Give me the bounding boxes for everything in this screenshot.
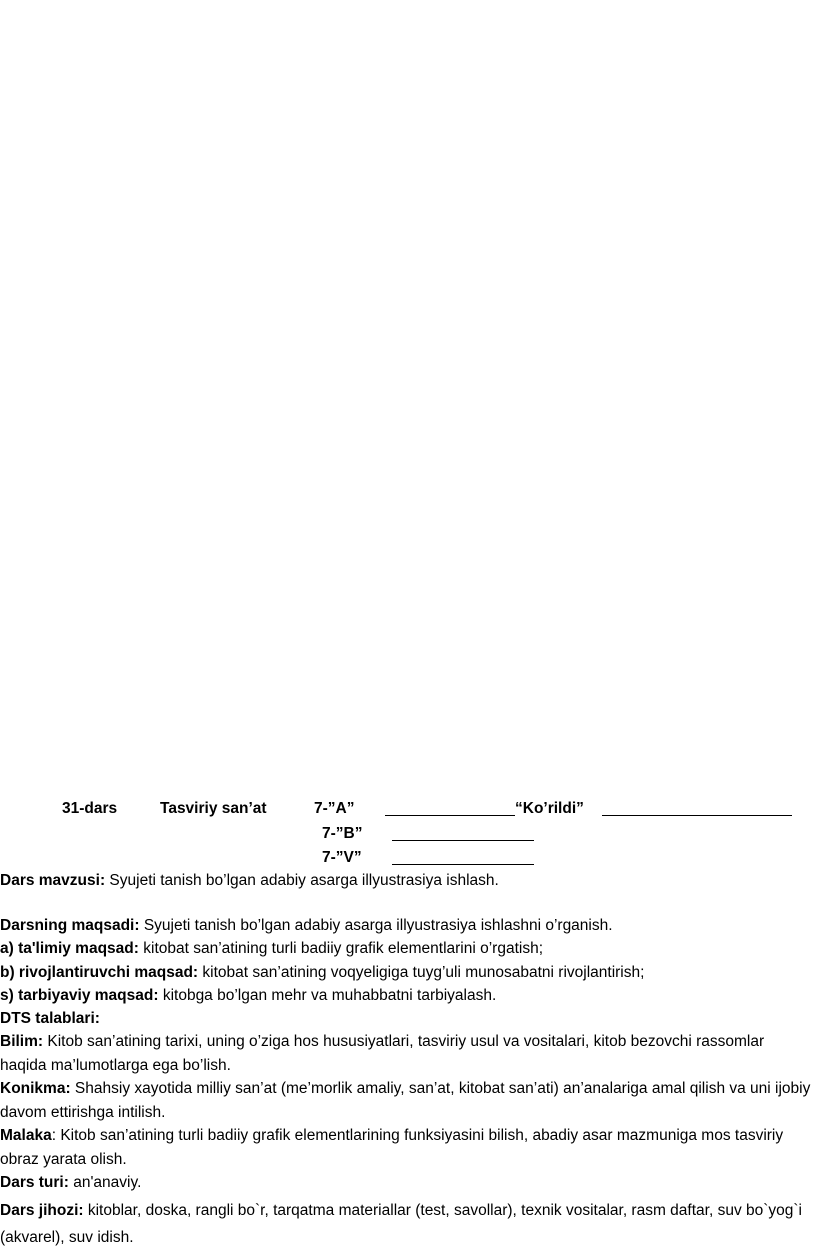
lesson-number: 31-dars [62, 800, 118, 817]
bilim-label: Bilim: [0, 1033, 44, 1050]
konikma-text: Shahsiy xayotida milliy san’at (me’morlik amaliy, san’at, kitobat san’ati) an’analariga amal qilish va uni ijobiy davom ettirishga intilish. [0, 1080, 811, 1121]
lesson-topic [0, 871, 499, 891]
goal-developmental-text: kitobat san’atining voqyeligiga tuyg’uli munosabatni rivojlantirish; [198, 964, 645, 981]
goal-label: Darsning maqsadi: [0, 917, 140, 934]
dts-heading: DTS talablari: [0, 1010, 100, 1027]
konikma-label: Konikma: [0, 1080, 71, 1097]
blank-line-b [392, 840, 534, 841]
goal-educational-text: kitobat san’atining turli badiiy grafik elementlarini o’rgatish; [138, 940, 544, 957]
malaka-paragraph [0, 1124, 812, 1171]
konikma-paragraph [0, 1077, 812, 1124]
blank-line-reviewed [602, 815, 792, 816]
bilim-text: Kitob san’atining tarixi, uning o’ziga hos hususiyatlari, tasviriy usul va vositalari, kitob bezovchi rassomlar haqida ma’lumotlarga ega bo’lish. [0, 1033, 765, 1074]
goal-educational-label: a) ta'limiy maqsad: [0, 940, 139, 957]
equipment-paragraph [0, 1197, 812, 1251]
goal-upbringing-label: s) tarbiyaviy maqsad: [0, 987, 159, 1004]
class-b: 7-”B” [322, 825, 363, 842]
equipment-label: Dars jihozi: [0, 1202, 84, 1219]
goal-upbringing [0, 986, 496, 1006]
topic-text: Syujeti tanish bo’lgan adabiy asarga illyustrasiya ishlash. [105, 872, 499, 889]
lesson-type-label: Dars turi: [0, 1174, 69, 1191]
lesson-type-text: an'anaviy. [68, 1174, 142, 1191]
class-a: 7-”A” [314, 800, 355, 817]
goal-developmental-label: b) rivojlantiruvchi maqsad: [0, 964, 199, 981]
equipment-text: kitoblar, doska, rangli bo`r, tarqatma materiallar (test, savollar), texnik vositalar, rasm daftar, suv bo`yog`i (akvarel), suv idish. [0, 1202, 803, 1246]
blank-line-v [392, 864, 534, 865]
topic-label: Dars mavzusi: [0, 872, 106, 889]
malaka-text: : Kitob san’atining turli badiiy grafik elementlarining funksiyasini bilish, abadiy asar mazmuniga mos tasviriy obraz yarata olish. [0, 1127, 784, 1168]
goal-developmental [0, 963, 644, 983]
reviewed-label: “Ko’rildi” [515, 800, 584, 817]
goal-text: Syujeti tanish bo’lgan adabiy asarga illyustrasiya ishlashni o’rganish. [139, 917, 613, 934]
lesson-goal [0, 916, 613, 936]
bilim-paragraph [0, 1030, 812, 1077]
goal-educational [0, 939, 543, 959]
malaka-label: Malaka [0, 1127, 52, 1144]
blank-line-a [385, 815, 515, 816]
subject-title: Tasviriy san’at [160, 800, 267, 817]
class-v: 7-”V” [322, 849, 362, 866]
lesson-type [0, 1173, 141, 1193]
goal-upbringing-text: kitobga bo’lgan mehr va muhabbatni tarbiyalash. [158, 987, 497, 1004]
